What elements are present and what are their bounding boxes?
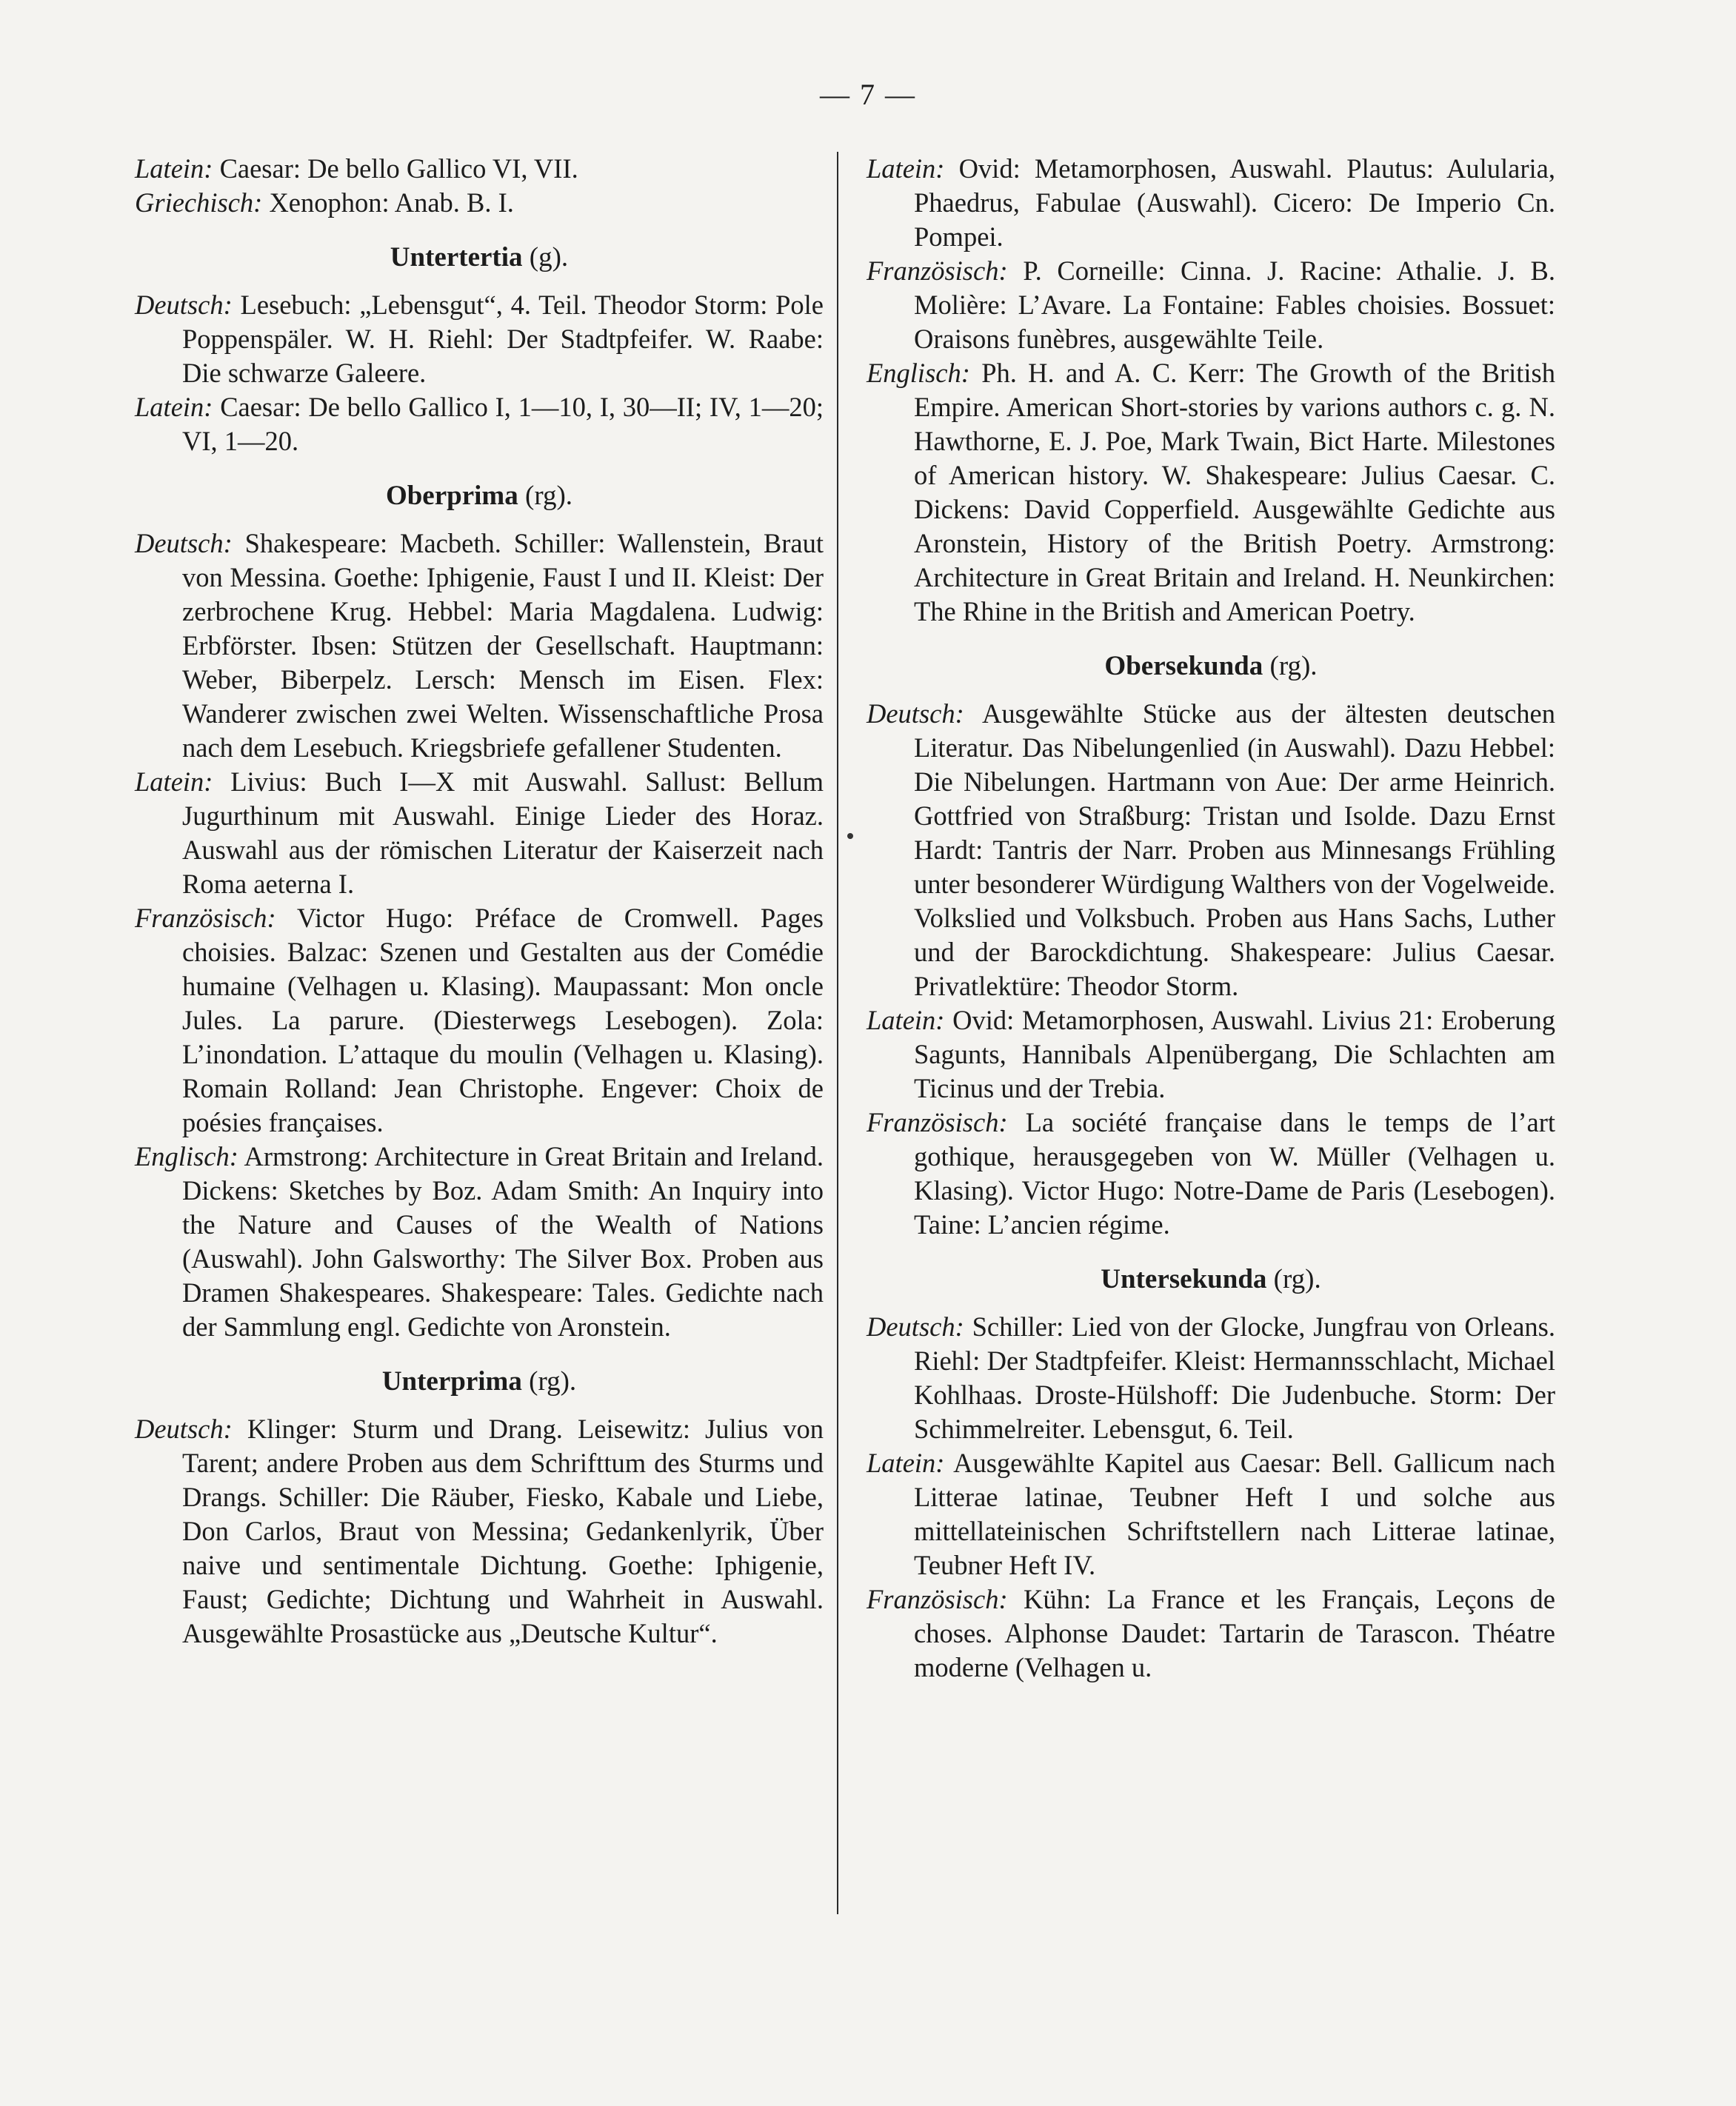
reading-entry [867, 1003, 1555, 1106]
entry-text: La société française dans le temps de l’art gothique, herausgegeben von W. Müller (Velhagen u. Klasing). Victor Hugo: Notre-Dame de Paris (Lesebogen). Taine: L’ancien régime. [914, 1107, 1556, 1240]
reading-entry [135, 1140, 824, 1344]
entry-text: P. Corneille: Cinna. J. Racine: Athalie. J. B. Molière: L’Avare. La Fontaine: Fables choisies. Bossuet: Oraisons funèbres, ausgewählte Teile. [914, 255, 1555, 354]
subject-label: Griechisch: [135, 187, 263, 218]
section-heading [135, 241, 824, 275]
subject-label: Latein: [135, 766, 213, 797]
entry-text: Lesebuch: „Lebensgut“, 4. Teil. Theodor Storm: Pole Poppenspäler. W. H. Riehl: Der Stadtpfeifer. W. Raabe: Die schwarze Galeere. [182, 290, 824, 388]
entry-text: Armstrong: Architecture in Great Britain and Ireland. Dickens: Sketches by Boz. Adam Smith: An Inquiry into the Nature and Causes of the Wealth of Nations (Auswahl). John Galsworthy: The Silver Box. Proben aus Dramen Shakespeares. Shakespeare: Tales. Gedichte nach der Sammlung engl. Gedichte von Aronstein. [182, 1141, 824, 1342]
subject-label: Französisch: [867, 255, 1008, 286]
subject-label: Englisch: [135, 1141, 238, 1171]
entry-text: Schiller: Lied von der Glocke, Jungfrau von Orleans. Riehl: Der Stadtpfeifer. Kleist: Hermannsschlacht, Michael Kohlhaas. Droste-Hülshoff: Die Judenbuche. Storm: Der Schimmelreiter. Lebensgut, 6. Teil. [914, 1311, 1555, 1444]
reading-entry [867, 697, 1555, 1003]
entry-text: Caesar: De bello Gallico I, 1—10, I, 30—II; IV, 1—20; VI, 1—20. [182, 392, 824, 456]
reading-entry [135, 765, 824, 901]
entry-text: Victor Hugo: Préface de Cromwell. Pages choisies. Balzac: Szenen und Gestalten aus der Comédie humaine (Velhagen u. Klasing). Maupassant: Mon oncle Jules. La parure. (Diesterwegs Lesebogen). Zola: L’inondation. L’attaque du moulin (Velhagen u. Klasing). Romain Rolland: Jean Christophe. Engever: Choix de poésies françaises. [182, 903, 824, 1137]
entry-text: Caesar: De bello Gallico VI, VII. [219, 153, 578, 184]
reading-entry [135, 390, 824, 458]
section-heading-kind: (rg). [1269, 651, 1318, 681]
section-heading-title: Untersekunda [1101, 1264, 1267, 1294]
subject-label: Deutsch: [135, 528, 233, 558]
subject-label: Französisch: [135, 903, 276, 933]
reading-entry [135, 288, 824, 390]
entry-text: Livius: Buch I—X mit Auswahl. Sallust: Bellum Jugurthinum mit Auswahl. Einige Lieder des Horaz. Auswahl aus der römischen Literatur der Kaiserzeit nach Roma aeterna I. [182, 766, 824, 899]
subject-label: Französisch: [867, 1584, 1008, 1614]
section-heading-title: Untertertia [390, 242, 523, 273]
subject-label: Latein: [135, 153, 213, 184]
section-heading-kind: (rg). [1273, 1264, 1321, 1294]
reading-entry [135, 1412, 824, 1651]
subject-label: Englisch: [867, 358, 970, 388]
entry-text: Ovid: Metamorphosen, Auswahl. Livius 21: Eroberung Sagunts, Hannibals Alpenübergang, Die Schlachten am Ticinus und der Trebia. [914, 1005, 1556, 1103]
left-column [135, 152, 824, 1651]
subject-label: Deutsch: [867, 698, 964, 729]
reading-entry [867, 1582, 1555, 1685]
reading-entry [867, 1446, 1555, 1582]
reading-entry [867, 152, 1555, 254]
subject-label: Deutsch: [135, 290, 233, 320]
entry-text: Ausgewählte Stücke aus der ältesten deutschen Literatur. Das Nibelungenlied (in Auswahl). Dazu Hebbel: Die Nibelungen. Hartmann von Aue: Der arme Heinrich. Gottfried von Straßburg: Tristan und Isolde. Dazu Ernst Hardt: Tantris der Narr. Proben aus Minnesangs Frühling unter besonderer Würdigung Walthers von der Vogelweide. Volkslied und Volksbuch. Proben aus Hans Sachs, Luther und der Barockdichtung. Shakespeare: Julius Caesar. Privatlektüre: Theodor Storm. [914, 698, 1555, 1001]
entry-text: Shakespeare: Macbeth. Schiller: Wallenstein, Braut von Messina. Goethe: Iphigenie, Faust I und II. Kleist: Der zerbrochene Krug. Hebbel: Maria Magdalena. Ludwig: Erbförster. Ibsen: Stützen der Gesellschaft. Hauptmann: Weber, Biberpelz. Lersch: Mensch im Eisen. Flex: Wanderer zwischen zwei Welten. Wissenschaftliche Prosa nach dem Lesebuch. Kriegsbriefe gefallener Studenten. [182, 528, 824, 763]
subject-label: Deutsch: [135, 1414, 233, 1444]
entry-text: Ph. H. and A. C. Kerr: The Growth of the British Empire. American Short-stories by varions authors c. g. N. Hawthorne, E. J. Poe, Mark Twain, Bict Harte. Milestones of American history. W. Shakespeare: Julius Caesar. C. Dickens: David Copperfield. Ausgewählte Gedichte aus Aronstein, History of the British Poetry. Armstrong: Architecture in Great Britain and Ireland. H. Neunkirchen: The Rhine in the British and American Poetry. [914, 358, 1555, 626]
section-heading [867, 649, 1555, 683]
margin-dot [847, 833, 853, 839]
subject-label: Latein: [867, 153, 945, 184]
entry-text: Ausgewählte Kapitel aus Caesar: Bell. Gallicum nach Litterae latinae, Teubner Heft I und solche aus mittellateinischen Schriftstellern nach Litterae latinae, Teubner Heft IV. [914, 1448, 1555, 1580]
section-heading-kind: (g). [529, 242, 569, 273]
subject-label: Latein: [867, 1005, 945, 1035]
page-number: — 7 — [820, 78, 916, 111]
subject-label: Latein: [135, 392, 213, 422]
section-heading [867, 1263, 1555, 1297]
reading-entry [135, 152, 824, 186]
right-column [867, 152, 1555, 1685]
entry-text: Klinger: Sturm und Drang. Leisewitz: Julius von Tarent; andere Proben aus dem Schrifttum des Sturms und Drangs. Schiller: Die Räuber, Fiesko, Kabale und Liebe, Don Carlos, Braut von Messina; Gedankenlyrik, Über naive und sentimentale Dichtung. Goethe: Iphigenie, Faust; Gedichte; Dichtung und Wahrheit in Auswahl. Ausgewählte Prosastücke aus „Deutsche Kultur“. [182, 1414, 824, 1648]
section-heading-kind: (rg). [529, 1366, 577, 1397]
reading-entry [867, 1310, 1555, 1446]
entry-text: Xenophon: Anab. B. I. [269, 187, 514, 218]
reading-entry [135, 901, 824, 1140]
entry-text: Ovid: Metamorphosen, Auswahl. Plautus: Aulularia, Phaedrus, Fabulae (Auswahl). Cicero: De Imperio Cn. Pompei. [914, 153, 1556, 252]
subject-label: Latein: [867, 1448, 945, 1478]
subject-label: Französisch: [867, 1107, 1008, 1137]
section-heading-title: Obersekunda [1104, 651, 1263, 681]
entry-text: Kühn: La France et les Français, Leçons de choses. Alphonse Daudet: Tartarin de Tarascon. Théatre moderne (Velhagen u. [914, 1584, 1555, 1682]
reading-entry [135, 186, 824, 220]
section-heading-title: Oberprima [385, 481, 518, 511]
reading-entry [867, 356, 1555, 629]
column-divider [837, 152, 838, 1914]
section-heading [135, 479, 824, 513]
reading-entry [135, 526, 824, 765]
section-heading [135, 1365, 824, 1399]
section-heading-kind: (rg). [525, 481, 573, 511]
subject-label: Deutsch: [867, 1311, 964, 1342]
section-heading-title: Unterprima [381, 1366, 522, 1397]
reading-entry [867, 1106, 1555, 1242]
reading-entry [867, 254, 1555, 356]
